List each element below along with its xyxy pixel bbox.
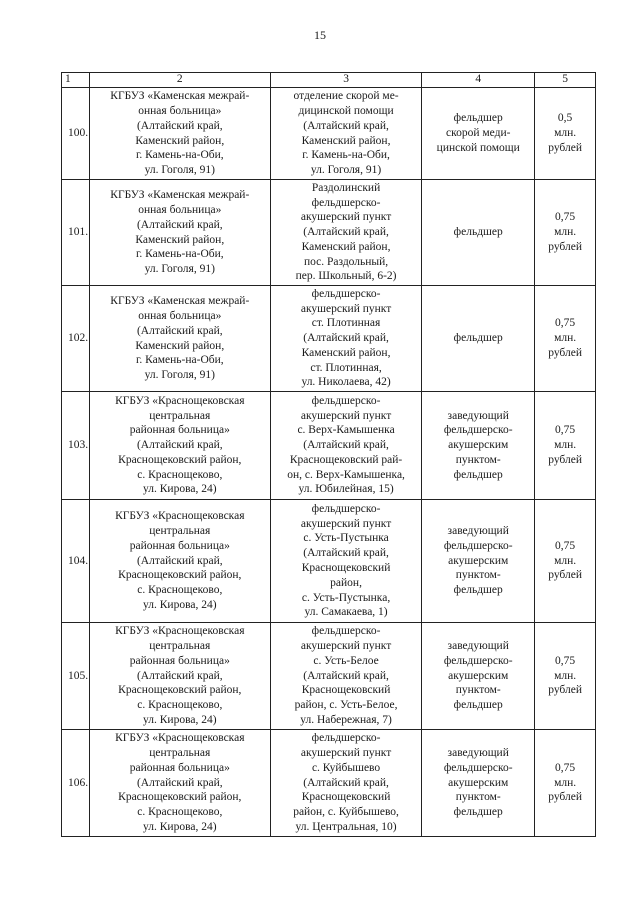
column-header: 4 — [422, 73, 535, 88]
table-row — [62, 392, 596, 500]
position-cell: заведующий фельдшерско- акушерским пунктом- фельдшер — [422, 500, 535, 623]
amount-cell: 0,75 млн. рублей — [535, 392, 596, 500]
column-header: 3 — [270, 73, 421, 88]
organization-cell: КГБУЗ «Каменская межрай- онная больница» (Алтайский край, Каменский район, г. Камень-на-Оби, ул. Гоголя, 91) — [89, 180, 270, 286]
position-cell: заведующий фельдшерско- акушерским пунктом- фельдшер — [422, 730, 535, 837]
unit-cell: фельдшерско- акушерский пункт ст. Плотинная (Алтайский край, Каменский район, ст. Плотинная, ул. Николаева, 42) — [270, 286, 421, 392]
position-cell: фельдшер скорой меди- цинской помощи — [422, 88, 535, 180]
table-row — [62, 286, 596, 392]
position-cell: заведующий фельдшерско- акушерским пунктом- фельдшер — [422, 623, 535, 730]
unit-cell: фельдшерско- акушерский пункт с. Усть-Белое (Алтайский край, Краснощековский район, с. Усть-Белое, ул. Набережная, 7) — [270, 623, 421, 730]
table-row — [62, 88, 596, 180]
position-cell: заведующий фельдшерско- акушерским пунктом- фельдшер — [422, 392, 535, 500]
amount-cell: 0,75 млн. рублей — [535, 500, 596, 623]
amount-cell: 0,5 млн. рублей — [535, 88, 596, 180]
row-number: 100. — [62, 88, 90, 180]
row-number: 106. — [62, 730, 90, 837]
page-number: 15 — [314, 28, 326, 42]
row-number: 104. — [62, 500, 90, 623]
organization-cell: КГБУЗ «Краснощековская центральная районная больница» (Алтайский край, Краснощековский район, с. Краснощеково, ул. Кирова, 24) — [89, 623, 270, 730]
amount-cell: 0,75 млн. рублей — [535, 286, 596, 392]
table-row — [62, 180, 596, 286]
column-header: 5 — [535, 73, 596, 88]
organization-cell: КГБУЗ «Краснощековская центральная районная больница» (Алтайский край, Краснощековский район, с. Краснощеково, ул. Кирова, 24) — [89, 500, 270, 623]
amount-cell: 0,75 млн. рублей — [535, 730, 596, 837]
unit-cell: отделение скорой ме- дицинской помощи (Алтайский край, Каменский район, г. Камень-на-Оби, ул. Гоголя, 91) — [270, 88, 421, 180]
amount-cell: 0,75 млн. рублей — [535, 180, 596, 286]
row-number: 105. — [62, 623, 90, 730]
organization-cell: КГБУЗ «Каменская межрай- онная больница» (Алтайский край, Каменский район, г. Камень-на-Оби, ул. Гоголя, 91) — [89, 88, 270, 180]
organization-cell: КГБУЗ «Краснощековская центральная районная больница» (Алтайский край, Краснощековский район, с. Краснощеково, ул. Кирова, 24) — [89, 730, 270, 837]
organization-cell: КГБУЗ «Краснощековская центральная районная больница» (Алтайский край, Краснощековский район, с. Краснощеково, ул. Кирова, 24) — [89, 392, 270, 500]
unit-cell: Раздолинский фельдшерско- акушерский пункт (Алтайский край, Каменский район, пос. Раздольный, пер. Школьный, 6-2) — [270, 180, 421, 286]
table-row — [62, 730, 596, 837]
table-header-row — [62, 73, 596, 88]
document-table — [61, 72, 596, 837]
table-row — [62, 623, 596, 730]
unit-cell: фельдшерско- акушерский пункт с. Куйбышево (Алтайский край, Краснощековский район, с. Куйбышево, ул. Центральная, 10) — [270, 730, 421, 837]
row-number: 101. — [62, 180, 90, 286]
amount-cell: 0,75 млн. рублей — [535, 623, 596, 730]
organization-cell: КГБУЗ «Каменская межрай- онная больница» (Алтайский край, Каменский район, г. Камень-на-Оби, ул. Гоголя, 91) — [89, 286, 270, 392]
column-header: 2 — [89, 73, 270, 88]
row-number: 103. — [62, 392, 90, 500]
table-row — [62, 500, 596, 623]
column-header: 1 — [62, 73, 90, 88]
unit-cell: фельдшерско- акушерский пункт с. Усть-Пустынка (Алтайский край, Краснощековский район, с. Усть-Пустынка, ул. Самакаева, 1) — [270, 500, 421, 623]
unit-cell: фельдшерско- акушерский пункт с. Верх-Камышенка (Алтайский край, Краснощековский рай- он, с. Верх-Камышенка, ул. Юбилейная, 15) — [270, 392, 421, 500]
position-cell: фельдшер — [422, 286, 535, 392]
position-cell: фельдшер — [422, 180, 535, 286]
row-number: 102. — [62, 286, 90, 392]
